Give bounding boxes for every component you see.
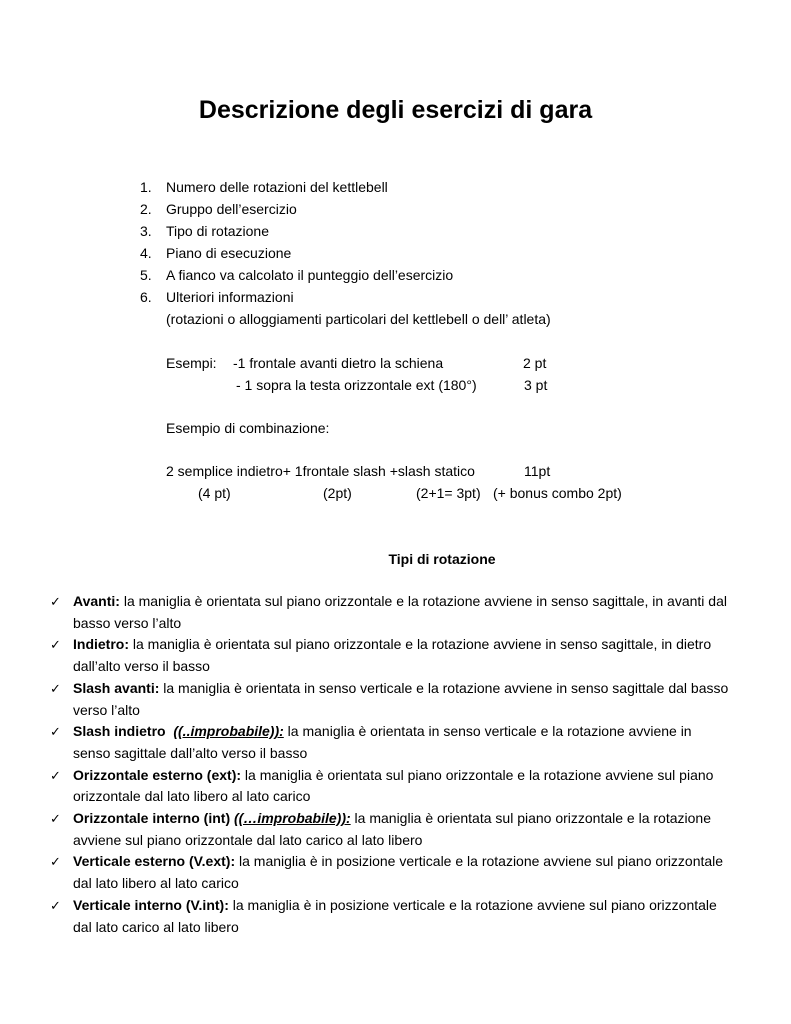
list-item-text — [73, 591, 730, 634]
check-icon: ✓ — [50, 811, 61, 827]
rotation-name: Verticale esterno (V.ext): — [73, 853, 236, 870]
example-line-1-points: 2 pt — [523, 355, 547, 371]
list-item-text: Tipo di rotazione — [166, 223, 269, 239]
list-item — [50, 591, 730, 634]
example-line-2-points: 3 pt — [524, 377, 548, 393]
rotation-description: la maniglia è orientata sul piano orizzontale e la rotazione avviene sul piano orizzontale dal lato libero al lato carico — [73, 766, 714, 805]
list-item-text — [73, 634, 730, 677]
list-item — [50, 851, 730, 894]
combination-part-4: (+ bonus combo 2pt) — [493, 485, 622, 501]
section-title: Tipi di rotazione — [388, 551, 496, 567]
combination-part-1: (4 pt) — [198, 485, 231, 501]
list-item-text — [73, 678, 730, 721]
example-line-2: - 1 sopra la testa orizzontale ext (180°) — [236, 377, 477, 393]
rotation-description: la maniglia è in posizione verticale e la rotazione avviene sul piano orizzontale dal lato carico al lato libero — [73, 896, 717, 935]
rotation-name: Avanti: — [73, 593, 120, 609]
list-item — [50, 765, 730, 808]
list-item — [50, 808, 730, 851]
combination-part-2: (2pt) — [323, 485, 352, 501]
list-item — [140, 220, 453, 242]
rotation-description: la maniglia è orientata in senso verticale e la rotazione avviene in senso sagittale dall’alto verso il basso — [73, 723, 692, 761]
item-6-note: (rotazioni o alloggiamenti particolari del kettlebell o dell’ atleta) — [166, 311, 551, 327]
rotation-description: la maniglia è orientata sul piano orizzontale e la rotazione avviene sul piano orizzontale dal lato carico al lato libero — [73, 810, 711, 848]
check-icon: ✓ — [50, 854, 61, 870]
list-item — [140, 198, 453, 220]
check-icon: ✓ — [50, 680, 61, 696]
list-number: 3. — [140, 223, 152, 239]
rotation-name: Orizzontale interno (int) — [73, 810, 231, 827]
combination-label: Esempio di combinazione: — [166, 420, 330, 436]
check-icon: ✓ — [50, 767, 61, 783]
list-item-text — [73, 895, 730, 938]
rotation-name: Indietro: — [73, 636, 129, 653]
list-item — [140, 242, 453, 264]
check-icon: ✓ — [50, 637, 61, 653]
list-number: 4. — [140, 245, 152, 261]
list-item-text: Numero delle rotazioni del kettlebell — [166, 179, 388, 195]
list-item — [140, 176, 453, 198]
list-item — [140, 264, 453, 286]
rotation-description: la maniglia è in posizione verticale e la rotazione avviene sul piano orizzontale dal lato libero al lato carico — [73, 853, 724, 892]
list-item-text: A fianco va calcolato il punteggio dell’esercizio — [166, 267, 454, 283]
rotation-description: la maniglia è orientata in senso verticale e la rotazione avviene in senso sagittale dal basso verso l’alto — [73, 679, 729, 718]
list-item-text — [73, 851, 730, 894]
examples-label: Esempi: — [166, 355, 217, 371]
check-icon: ✓ — [50, 724, 61, 740]
rotation-name: Slash indietro — [73, 723, 166, 740]
improbable-note: ((..improbabile)): — [173, 723, 284, 740]
page-title: Descrizione degli esercizi di gara — [198, 96, 593, 124]
list-number: 6. — [140, 289, 152, 305]
list-item-text: Gruppo dell’esercizio — [166, 201, 297, 217]
combination-part-3: (2+1= 3pt) — [416, 485, 481, 501]
rotation-name: Slash avanti: — [73, 679, 160, 696]
rotation-description: la maniglia è orientata sul piano orizzontale e la rotazione avviene in senso sagittale, in avanti dal basso verso l’alto — [73, 593, 727, 631]
list-number: 2. — [140, 201, 152, 217]
list-item-text: Piano di esecuzione — [166, 245, 292, 261]
list-item-text — [73, 765, 730, 808]
list-item-text: Ulteriori informazioni — [166, 289, 294, 305]
rotation-name: Verticale interno (V.int): — [73, 896, 229, 913]
list-number: 1. — [140, 179, 152, 195]
rotation-types-list — [50, 591, 730, 938]
numbered-list — [140, 176, 453, 308]
combination-total: 11pt — [524, 463, 551, 479]
list-item — [50, 895, 730, 938]
example-line-1: -1 frontale avanti dietro la schiena — [233, 355, 444, 371]
improbable-note: ((…improbabile)): — [234, 810, 351, 827]
combination-line: 2 semplice indietro+ 1frontale slash +slash statico — [166, 463, 475, 479]
list-item — [50, 678, 730, 721]
list-number: 5. — [140, 267, 152, 283]
rotation-description: la maniglia è orientata sul piano orizzontale e la rotazione avviene in senso sagittale, in dietro dall’alto verso il basso — [73, 636, 712, 675]
check-icon: ✓ — [50, 594, 61, 609]
list-item-text — [73, 808, 730, 851]
check-icon: ✓ — [50, 897, 61, 913]
list-item — [140, 286, 453, 308]
list-item — [50, 721, 730, 764]
list-item — [50, 634, 730, 677]
list-item-text — [73, 721, 730, 764]
rotation-name: Orizzontale esterno (ext): — [73, 766, 242, 783]
